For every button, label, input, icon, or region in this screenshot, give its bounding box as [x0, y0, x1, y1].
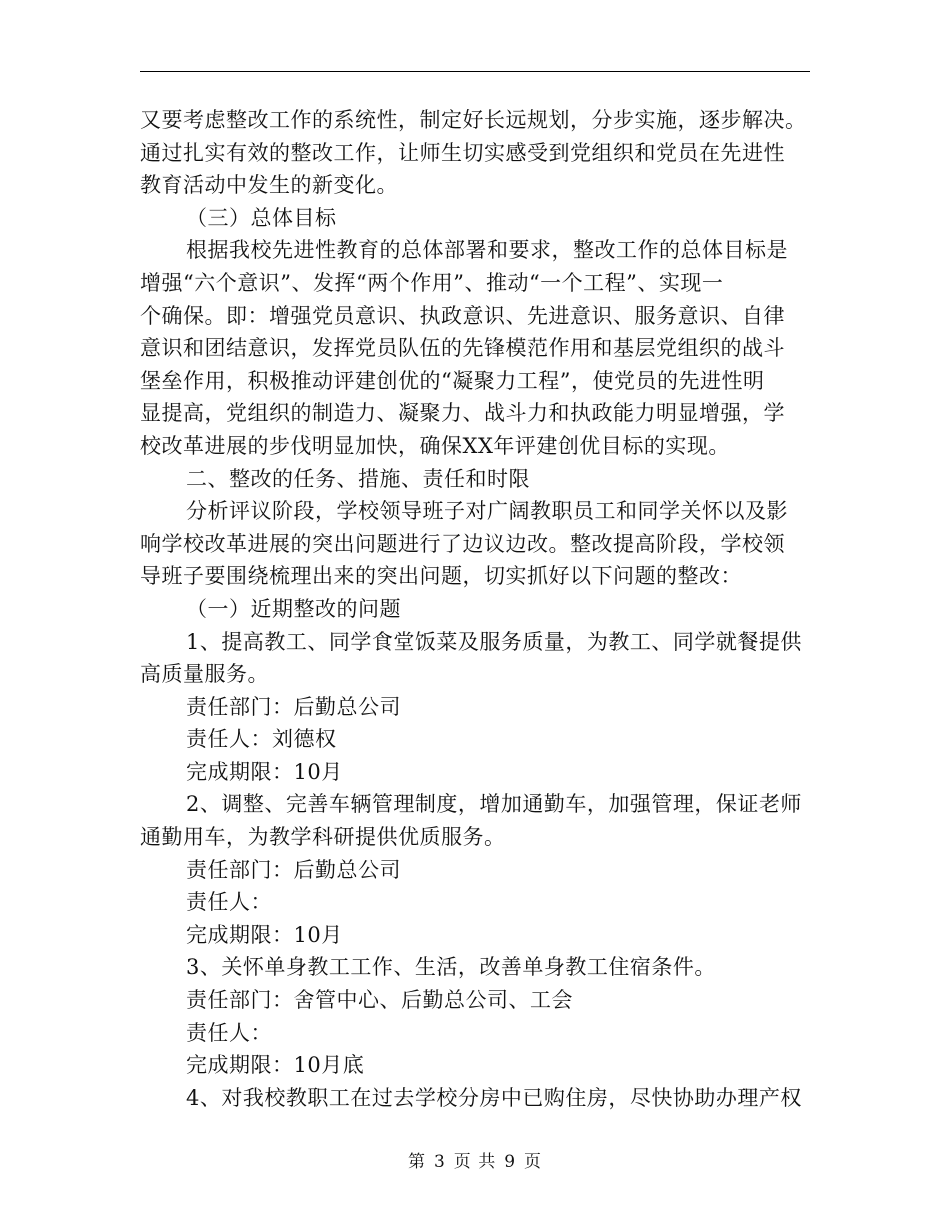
- text-line: 响学校改革进展的突出问题进行了边议边改。整改提高阶段，学校领: [140, 531, 785, 556]
- text-line: 1、提高教工、同学食堂饭菜及服务质量，为教工、同学就餐提供: [186, 629, 802, 654]
- text-line: 校改革进展的步伐明显加快，确保XX年评建创优目标的实现。: [140, 433, 730, 458]
- text-line: 责任部门：舍管中心、后勤总公司、工会: [186, 988, 573, 1013]
- footer-current-page: 3: [433, 1152, 446, 1172]
- footer-middle: 页 共: [453, 1152, 497, 1172]
- text-line: 责任部门：后勤总公司: [186, 694, 401, 719]
- text-line: 增强“六个意识”、发挥“两个作用”、推动“一个工程”、实现一: [140, 270, 724, 295]
- text-line: 意识和团结意识，发挥党员队伍的先锋模范作用和基层党组织的战斗: [140, 336, 785, 361]
- text-line: 通勤用车，为教学科研提供优质服务。: [140, 825, 506, 850]
- text-line: 堡垒作用，积极推动评建创优的“凝聚力工程”，使党员的先进性明: [140, 368, 765, 393]
- text-line: 完成期限：10月底: [186, 1053, 365, 1078]
- text-line: 通过扎实有效的整改工作，让师生切实感受到党组织和党员在先进性: [140, 140, 785, 165]
- text-line: 3、关怀单身教工工作、生活，改善单身教工住宿条件。: [186, 955, 716, 980]
- text-line: 分析评议阶段，学校领导班子对广阔教职员工和同学关怀以及影: [186, 499, 788, 524]
- text-line: （一）近期整改的问题: [186, 596, 401, 621]
- text-line: 导班子要围绕梳理出来的突出问题，切实抓好以下问题的整改：: [140, 564, 742, 589]
- text-line: 又要考虑整改工作的系统性，制定好长远规划，分步实施，逐步解决。: [140, 108, 807, 132]
- document-body: [140, 104, 810, 1114]
- text-line: 二、整改的任务、措施、责任和时限: [186, 466, 530, 491]
- page-footer: [0, 1150, 950, 1174]
- text-line: 4、对我校教职工在过去学校分房中已购住房，尽快协助办理产权: [186, 1085, 802, 1110]
- footer-prefix: 第: [407, 1152, 426, 1172]
- text-line: 完成期限：10月: [186, 922, 343, 947]
- text-line: 责任人：刘德权: [186, 727, 337, 752]
- text-line: 教育活动中发生的新变化。: [140, 173, 398, 198]
- text-line: 个确保。即：增强党员意识、执政意识、先进意识、服务意识、自律: [140, 303, 785, 328]
- text-line: 2、调整、完善车辆管理制度，增加通勤车，加强管理，保证老师: [186, 792, 802, 817]
- footer-suffix: 页: [524, 1152, 543, 1172]
- text-line: （三）总体目标: [186, 205, 337, 230]
- header-rule: [140, 71, 810, 72]
- text-line: 责任部门：后勤总公司: [186, 857, 401, 882]
- text-line: 完成期限：10月: [186, 759, 343, 784]
- footer-total-pages: 9: [504, 1152, 517, 1172]
- text-line: 责任人：: [186, 1020, 272, 1045]
- text-line: 显提高，党组织的制造力、凝聚力、战斗力和执政能力明显增强，学: [140, 401, 785, 426]
- text-line: 根据我校先进性教育的总体部署和要求，整改工作的总体目标是: [186, 238, 788, 263]
- text-line: 责任人：: [186, 890, 272, 915]
- text-line: 高质量服务。: [140, 662, 269, 687]
